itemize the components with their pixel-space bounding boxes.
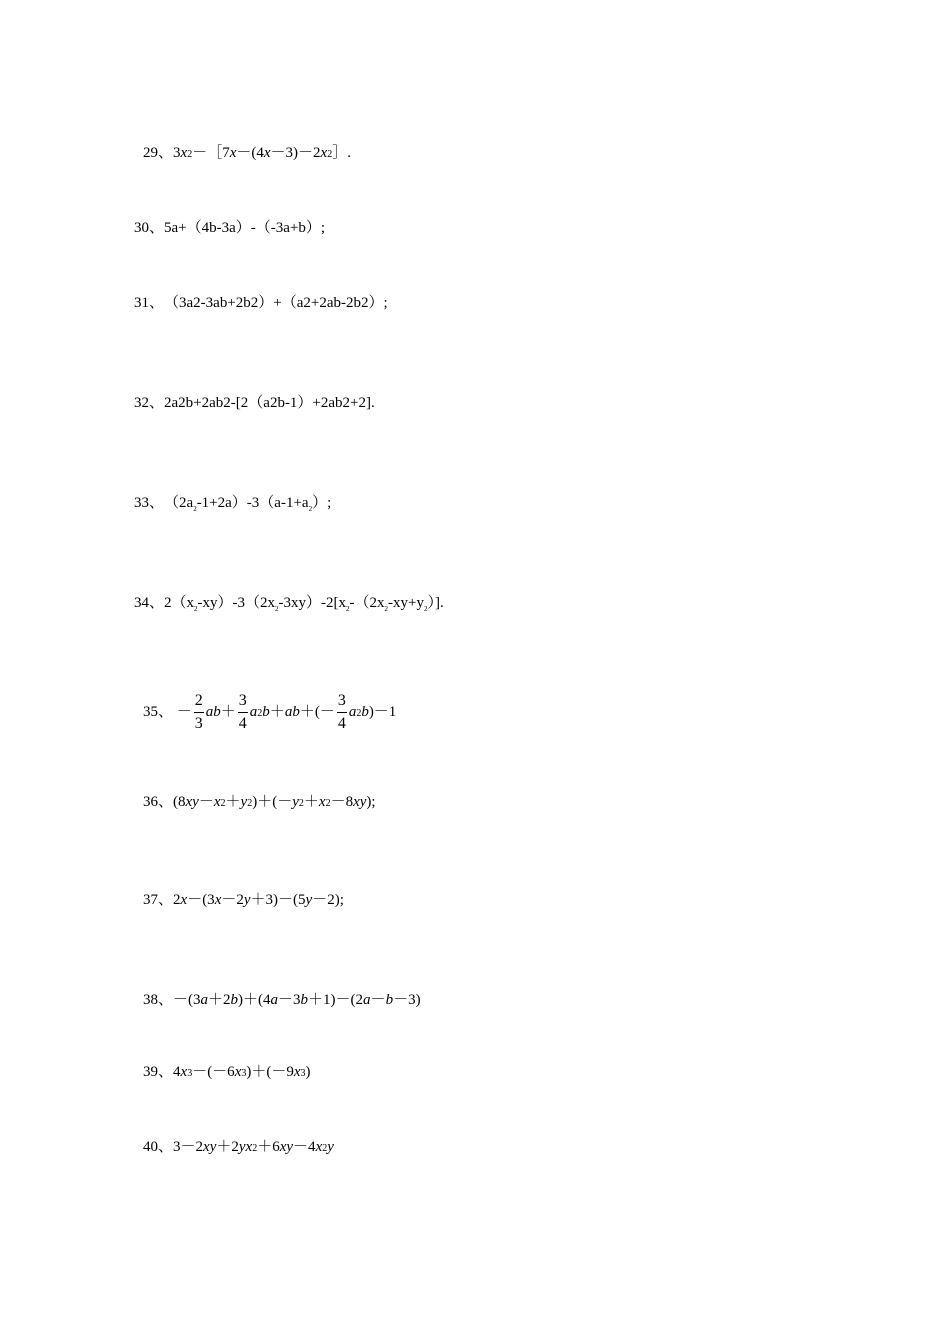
problem-number: 37、 [143,892,174,908]
problem-38 [143,990,421,1010]
problem-number: 34、 [134,595,165,611]
problem-32 [134,393,375,413]
problem-number: 35、 [143,704,174,720]
problem-40 [143,1137,334,1159]
fraction: $\frac{2}{3}$ [194,690,204,735]
problem-31 [134,293,388,313]
problem-29 [143,143,351,165]
problem-expression: 5a+（4b-3a）-（-3a+b）; [164,220,326,236]
problem-number: 32、 [134,395,165,411]
fraction: $\frac{3}{4}$ [238,690,248,735]
problem-number: 33、 [134,495,165,511]
problem-expression: 4x3－(－6x3)＋(－9x3) [173,1064,311,1080]
problem-number: 31、 [134,295,165,311]
problem-39 [143,1062,311,1084]
problem-expression: （3a2-3ab+2b2）+（a2+2ab-2b2）; [164,295,388,311]
problem-expression: $(2a_2-1+2a)-3(a-1+a_2)$; [164,495,332,513]
fraction: $\frac{3}{4}$ [337,690,347,735]
problem-36 [143,792,376,814]
problem-30 [134,218,325,238]
problem-33 [134,493,331,515]
problem-number: 30、 [134,220,165,236]
problem-34 [134,593,444,615]
problem-37 [143,890,344,910]
problem-number: 36、 [143,794,174,810]
problem-number: 38、 [143,992,174,1008]
problem-number: 29、 [143,145,174,161]
problem-expression: (8xy－x2＋y2)＋(－y2＋x2－8xy); [173,794,376,810]
problem-expression: －(3a＋2b)＋(4a－3b＋1)－(2a－b－3) [173,992,421,1008]
problem-expression: $2(x_2-xy)-3(2x_2-3xy)-2[x_2-(2x_2-xy+y_2)]$. [164,595,444,613]
problem-number: 40、 [143,1139,174,1155]
problem-expression: 2x－(3x－2y＋3)－(5y－2); [173,892,344,908]
problem-expression: － $\frac{2}{3}$ ab＋ $\frac{3}{4}$ a2b＋ab＋(－ $\frac{3}{4}$ a2b)－1 [177,688,397,738]
problem-expression: 3－2xy＋2yx2＋6xy－4x2y [173,1139,334,1155]
problem-35 [143,688,396,738]
problem-expression: 3x2－［7x－(4x－3)－2x2］. [173,145,351,161]
problem-expression: 2a2b+2ab2-[2（a2b-1）+2ab2+2]. [164,395,375,411]
problem-number: 39、 [143,1064,174,1080]
